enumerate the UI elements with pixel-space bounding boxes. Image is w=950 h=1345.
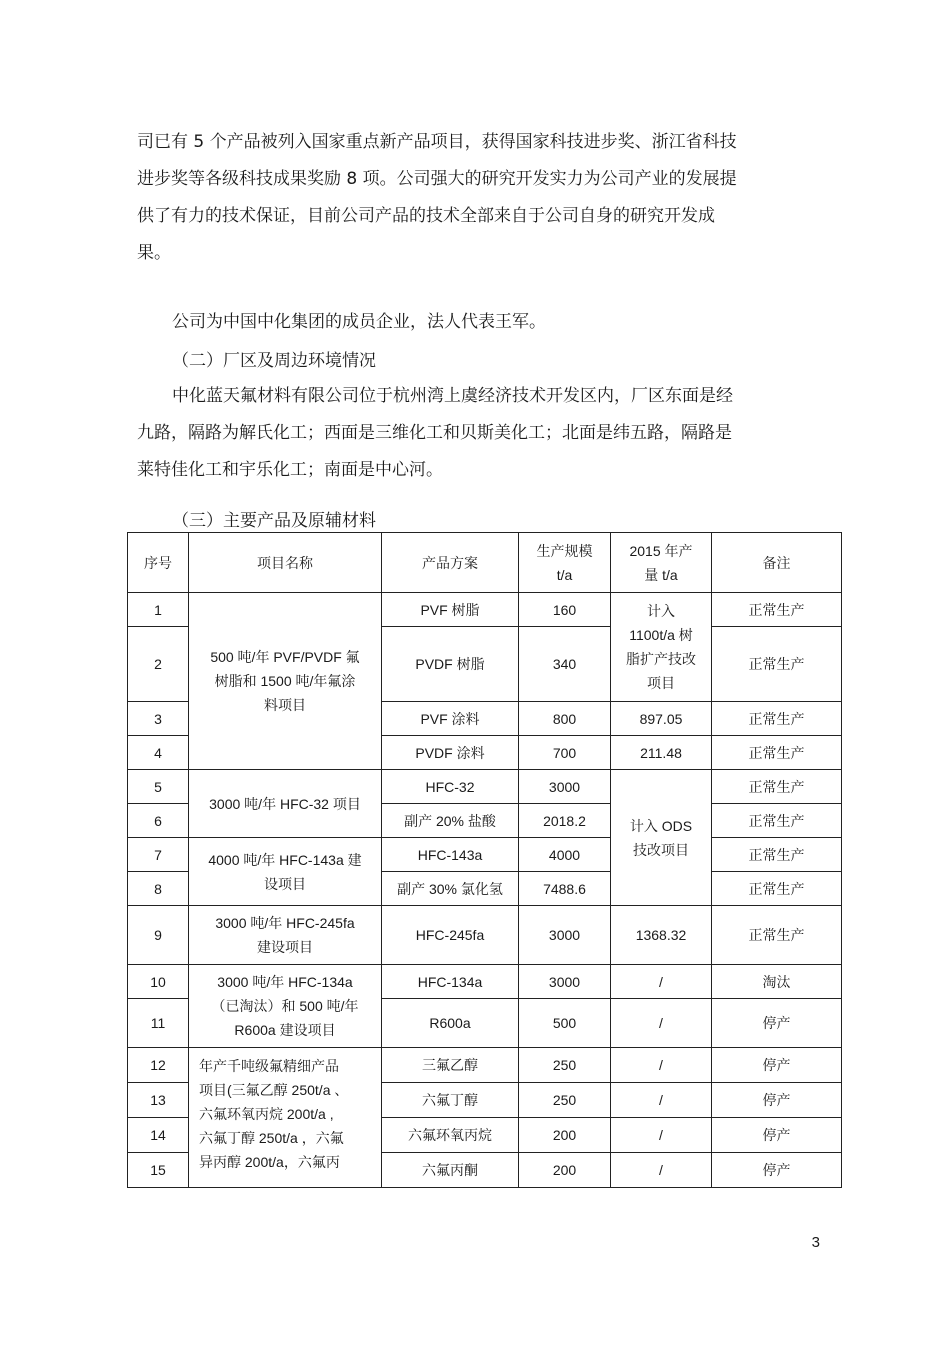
text-line: 进步奖等各级科技成果奖励 8 项。公司强大的研究开发实力为公司产业的发展提: [137, 169, 737, 189]
cell-product: HFC-245fa: [382, 906, 519, 965]
table-row: [128, 1048, 842, 1083]
cell-note: 正常生产: [712, 593, 842, 627]
cell-scale: 800: [519, 702, 611, 736]
cell-note: 停产: [712, 1118, 842, 1153]
cell-output: 897.05: [611, 702, 712, 736]
cell-no: 2: [128, 627, 189, 702]
project-line: 树脂和 1500 吨/年氟涂: [214, 673, 356, 689]
cell-no: 9: [128, 906, 189, 965]
cell-scale: 340: [519, 627, 611, 702]
header-output: [611, 533, 712, 593]
cell-product: 副产 30% 氯化氢: [382, 872, 519, 906]
cell-no: 8: [128, 872, 189, 906]
cell-note: 正常生产: [712, 770, 842, 804]
cell-product: PVDF 涂料: [382, 736, 519, 770]
cell-product: R600a: [382, 999, 519, 1048]
cell-scale: 200: [519, 1118, 611, 1153]
cell-no: 1: [128, 593, 189, 627]
cell-output: 1368.32: [611, 906, 712, 965]
cell-no: 11: [128, 999, 189, 1048]
section-heading-2: （二）厂区及周边环境情况: [172, 351, 376, 371]
cell-product: HFC-134a: [382, 965, 519, 999]
text-line: 中化蓝天氟材料有限公司位于杭州湾上虞经济技术开发区内，厂区东面是经: [172, 386, 733, 406]
cell-note: 停产: [712, 1083, 842, 1118]
project-line: R600a 建设项目: [234, 1022, 336, 1038]
cell-output: 211.48: [611, 736, 712, 770]
section-heading-3: （三）主要产品及原辅材料: [172, 511, 376, 531]
cell-note: 淘汰: [712, 965, 842, 999]
company-owner-paragraph: 公司为中国中化集团的成员企业，法人代表王军。: [172, 312, 546, 332]
project-cell: [189, 1048, 382, 1188]
cell-scale: 3000: [519, 770, 611, 804]
header-project: 项目名称: [189, 533, 382, 593]
header-note: 备注: [712, 533, 842, 593]
text-line: 九路，隔路为解氏化工；西面是三维化工和贝斯美化工；北面是纬五路，隔路是: [137, 423, 732, 443]
table-row: [128, 593, 842, 627]
project-line: 年产千吨级氟精细产品: [199, 1058, 339, 1074]
cell-no: 3: [128, 702, 189, 736]
output-line: 技改项目: [633, 841, 689, 858]
cell-note: 停产: [712, 1048, 842, 1083]
cell-output: /: [611, 1048, 712, 1083]
output-line: 项目: [647, 675, 675, 691]
cell-scale: 200: [519, 1153, 611, 1188]
project-cell: [189, 965, 382, 1048]
project-line: （已淘汰）和 500 吨/年: [211, 998, 359, 1014]
cell-output: /: [611, 999, 712, 1048]
project-line: 500 吨/年 PVF/PVDF 氟: [210, 649, 360, 665]
header-line: t/a: [556, 566, 573, 583]
cell-product: 六氟环氧丙烷: [382, 1118, 519, 1153]
project-line: 异丙醇 200t/a，六氟丙: [199, 1154, 340, 1170]
cell-no: 15: [128, 1153, 189, 1188]
table-row: [128, 838, 842, 872]
intro-paragraph: [137, 124, 797, 272]
project-line: 3000 吨/年 HFC-245fa: [215, 915, 355, 931]
header-no: 序号: [128, 533, 189, 593]
header-scale: [519, 533, 611, 593]
merged-output-cell: [611, 593, 712, 702]
output-line: 脂扩产技改: [626, 651, 696, 667]
cell-product: PVF 涂料: [382, 702, 519, 736]
cell-scale: 160: [519, 593, 611, 627]
environment-paragraph: [137, 378, 797, 489]
cell-no: 10: [128, 965, 189, 999]
cell-no: 5: [128, 770, 189, 804]
project-line: 六氟丁醇 250t/a ，六氟: [199, 1130, 344, 1146]
header-line: 量 t/a: [644, 566, 678, 583]
header-line: 2015 年产: [629, 542, 693, 559]
cell-no: 12: [128, 1048, 189, 1083]
cell-note: 正常生产: [712, 838, 842, 872]
project-line: 3000 吨/年 HFC-134a: [217, 974, 353, 990]
cell-note: 正常生产: [712, 627, 842, 702]
text-line: 果。: [137, 243, 171, 263]
cell-scale: 250: [519, 1048, 611, 1083]
cell-output: /: [611, 1083, 712, 1118]
cell-output: /: [611, 1153, 712, 1188]
cell-product: 副产 20% 盐酸: [382, 804, 519, 838]
cell-note: 正常生产: [712, 906, 842, 965]
cell-scale: 500: [519, 999, 611, 1048]
cell-no: 13: [128, 1083, 189, 1118]
header-line: 生产规模: [536, 542, 593, 559]
cell-product: PVDF 树脂: [382, 627, 519, 702]
cell-no: 6: [128, 804, 189, 838]
output-line: 计入: [647, 603, 675, 619]
project-cell: [189, 838, 382, 906]
table-header-row: [128, 533, 842, 593]
project-cell: [189, 770, 382, 838]
cell-product: 三氟乙醇: [382, 1048, 519, 1083]
cell-product: HFC-143a: [382, 838, 519, 872]
project-cell: [189, 906, 382, 965]
product-table: [127, 532, 842, 1188]
table-row: [128, 906, 842, 965]
cell-scale: 3000: [519, 965, 611, 999]
cell-note: 正常生产: [712, 872, 842, 906]
table-row: [128, 770, 842, 804]
cell-product: 六氟丙酮: [382, 1153, 519, 1188]
project-line: 项目(三氟乙醇 250t/a 、: [199, 1082, 349, 1098]
merged-output-cell: [611, 770, 712, 906]
cell-note: 正常生产: [712, 804, 842, 838]
cell-scale: 3000: [519, 906, 611, 965]
project-line: 六氟环氧丙烷 200t/a ,: [199, 1106, 334, 1122]
text-line: 莱特佳化工和宇乐化工；南面是中心河。: [137, 460, 443, 480]
header-product: 产品方案: [382, 533, 519, 593]
text-line: 司已有 5 个产品被列入国家重点新产品项目，获得国家科技进步奖、浙江省科技: [137, 132, 737, 152]
cell-scale: 7488.6: [519, 872, 611, 906]
cell-note: 正常生产: [712, 736, 842, 770]
cell-no: 14: [128, 1118, 189, 1153]
cell-scale: 250: [519, 1083, 611, 1118]
table-row: [128, 965, 842, 999]
text-line: 供了有力的技术保证，目前公司产品的技术全部来自于公司自身的研究开发成: [137, 206, 715, 226]
cell-output: /: [611, 1118, 712, 1153]
cell-note: 停产: [712, 1153, 842, 1188]
project-line: 3000 吨/年 HFC-32 项目: [209, 795, 361, 812]
project-line: 设项目: [264, 875, 306, 892]
cell-product: 六氟丁醇: [382, 1083, 519, 1118]
cell-scale: 700: [519, 736, 611, 770]
cell-scale: 4000: [519, 838, 611, 872]
project-line: 料项目: [264, 697, 306, 713]
page-number: 3: [811, 1234, 820, 1251]
cell-output: /: [611, 965, 712, 999]
output-line: 1100t/a 树: [629, 627, 693, 643]
project-line: 4000 吨/年 HFC-143a 建: [208, 851, 362, 868]
cell-scale: 2018.2: [519, 804, 611, 838]
cell-no: 7: [128, 838, 189, 872]
cell-product: PVF 树脂: [382, 593, 519, 627]
cell-note: 正常生产: [712, 702, 842, 736]
project-line: 建设项目: [257, 939, 313, 955]
cell-no: 4: [128, 736, 189, 770]
cell-product: HFC-32: [382, 770, 519, 804]
cell-note: 停产: [712, 999, 842, 1048]
project-cell: [189, 593, 382, 770]
output-line: 计入 ODS: [629, 817, 693, 834]
